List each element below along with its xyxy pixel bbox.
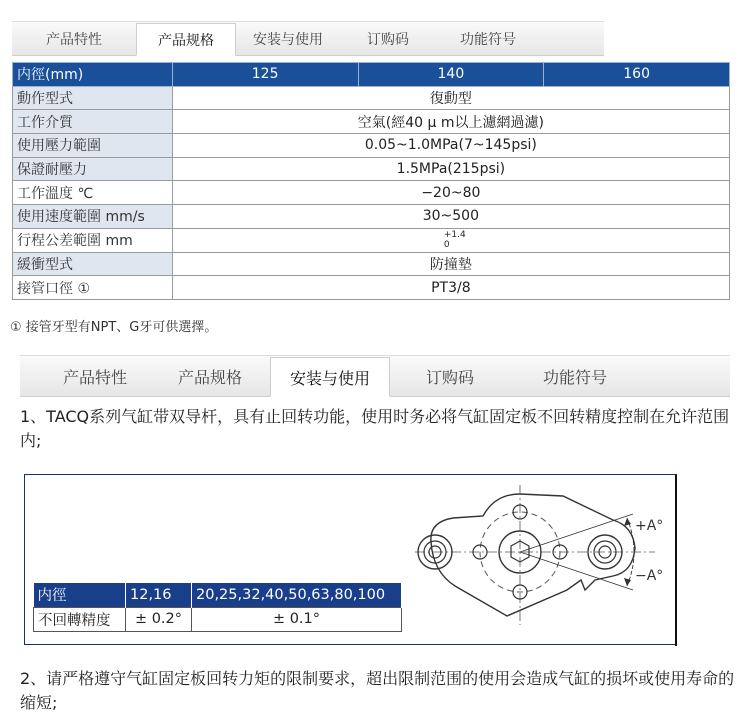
tolerance-upper: +1.4	[443, 230, 466, 241]
row-value: PT3/8	[172, 276, 729, 300]
row-label: 工作介質	[13, 110, 173, 134]
table-row	[13, 110, 730, 134]
accuracy-header-large: 20,25,32,40,50,63,80,100	[192, 583, 402, 607]
spec-table	[12, 62, 730, 300]
tolerance-lower: 0	[443, 240, 450, 251]
row-label: 接管口徑 ①	[13, 276, 173, 300]
tab-product-specs[interactable]: 产品规格	[136, 23, 236, 56]
header-160: 160	[544, 63, 730, 87]
tab-product-specs[interactable]: 产品规格	[177, 367, 242, 387]
accuracy-row-label: 不回轉精度	[34, 607, 126, 631]
angle-plus-label: +A°	[635, 518, 664, 534]
tab-bar-top	[12, 21, 604, 56]
row-label: 保證耐壓力	[13, 157, 173, 181]
row-label: 緩衝型式	[13, 252, 173, 276]
accuracy-row	[34, 607, 402, 631]
row-value: 復動型	[172, 86, 729, 110]
angle-line-plus	[520, 514, 633, 552]
plate-outline	[431, 494, 635, 616]
install-instruction-2: 2、请严格遵守气缸固定板回转力矩的限制要求，超出限制范围的使用会造成气缸的损坏或使用寿命的缩短;	[20, 669, 735, 712]
row-value: 空氣(經40 μ m以上濾網過濾)	[172, 110, 729, 134]
accuracy-header-bore: 内徑	[34, 583, 126, 607]
accuracy-header	[34, 583, 402, 607]
table-row	[13, 134, 730, 158]
row-label: 工作溫度 ℃	[13, 181, 173, 205]
accuracy-header-small: 12,16	[126, 583, 192, 607]
row-value: 1.5MPa(215psi)	[172, 157, 729, 181]
row-value: 防撞墊	[172, 252, 729, 276]
table-row	[13, 228, 730, 252]
row-value: 0.05~1.0MPa(7~145psi)	[172, 134, 729, 158]
accuracy-large-value: ± 0.1°	[192, 607, 402, 631]
row-label: 使用壓力範圍	[13, 134, 173, 158]
tab-install-usage[interactable]: 安装与使用	[253, 31, 323, 48]
tab-product-features[interactable]: 产品特性	[62, 367, 127, 387]
row-value: −20~80	[172, 181, 729, 205]
figure-border	[675, 475, 677, 646]
table-row	[13, 157, 730, 181]
row-value: 30~500	[172, 205, 729, 229]
guide-plate-diagram	[395, 480, 675, 630]
tab-order-code[interactable]: 订购码	[425, 367, 474, 387]
angle-line-minus	[520, 552, 633, 590]
table-row	[13, 181, 730, 205]
thread-note: ① 接管牙型有NPT、G牙可供選擇。	[10, 320, 218, 335]
table-row	[13, 205, 730, 229]
table-row	[13, 276, 730, 300]
tab-install-usage[interactable]: 安装与使用	[270, 357, 390, 397]
header-125: 125	[172, 63, 358, 87]
tab-product-features[interactable]: 产品特性	[46, 31, 102, 48]
rotation-accuracy-table	[33, 583, 402, 632]
row-value	[172, 228, 729, 252]
row-label: 行程公差範圍 mm	[13, 228, 173, 252]
tab-function-symbol[interactable]: 功能符号	[542, 367, 607, 387]
stroke-tolerance	[443, 230, 466, 251]
angle-minus-label: −A°	[635, 568, 664, 584]
table-row	[13, 252, 730, 276]
header-140: 140	[358, 63, 544, 87]
tab-bar-bottom	[20, 355, 730, 397]
row-label: 動作型式	[13, 86, 173, 110]
install-instruction-1: 1、TACQ系列气缸带双导杆，具有止回转功能，使用时务必将气缸固定板不回转精度控制在允许范围内;	[20, 407, 730, 450]
tab-function-symbol[interactable]: 功能符号	[460, 31, 516, 48]
tab-order-code[interactable]: 订购码	[367, 31, 409, 48]
accuracy-small-value: ± 0.2°	[126, 607, 192, 631]
table-row	[13, 86, 730, 110]
spec-table-header	[13, 63, 730, 87]
row-label: 使用速度範圍 mm/s	[13, 205, 173, 229]
header-bore: 内徑(mm)	[13, 63, 173, 87]
